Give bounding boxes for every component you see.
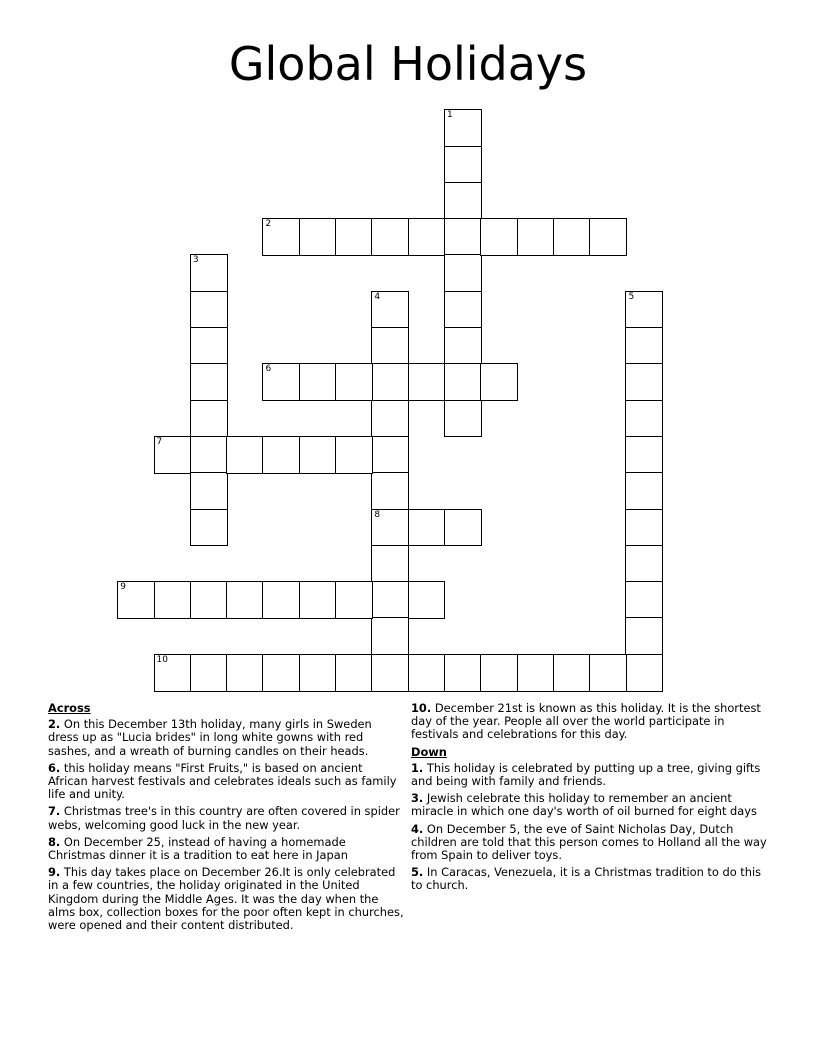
grid-cell[interactable] (444, 327, 482, 365)
across-clue-6: 6. this holiday means "First Fruits," is based on ancient African harvest festivals and celebrates ideals such as family life and unity. (48, 760, 397, 802)
clue-number: 4 (374, 291, 381, 302)
clue-number: 1 (446, 110, 453, 121)
grid-cell[interactable] (226, 436, 264, 474)
across-heading: Across (48, 701, 91, 715)
grid-cell[interactable] (444, 363, 482, 401)
grid-cell[interactable] (371, 509, 409, 547)
grid-cell[interactable] (408, 581, 446, 619)
grid-cell[interactable] (444, 509, 482, 547)
clue-number: 8 (374, 509, 381, 520)
grid-cell[interactable] (589, 654, 627, 692)
grid-cell[interactable] (371, 327, 409, 365)
grid-cell[interactable] (589, 218, 627, 256)
grid-cell[interactable] (625, 545, 663, 583)
grid-cell[interactable] (625, 400, 663, 438)
grid-cell[interactable] (408, 509, 446, 547)
grid-cell[interactable] (625, 581, 663, 619)
clue-number: 3 (192, 255, 199, 266)
grid-cell[interactable] (625, 363, 663, 401)
grid-cell[interactable] (299, 581, 337, 619)
grid-cell[interactable] (444, 400, 482, 438)
grid-cell[interactable] (625, 472, 663, 510)
grid-cell[interactable] (480, 654, 518, 692)
grid-cell[interactable] (335, 363, 373, 401)
grid-cell[interactable] (190, 436, 228, 474)
grid-cell[interactable] (625, 654, 663, 692)
grid-cell[interactable] (262, 581, 300, 619)
grid-cell[interactable] (371, 363, 409, 401)
grid-cell[interactable] (625, 509, 663, 547)
grid-cell[interactable] (262, 654, 300, 692)
grid-cell[interactable] (190, 509, 228, 547)
grid-cell[interactable] (371, 472, 409, 510)
grid-cell[interactable] (190, 400, 228, 438)
grid-cell[interactable] (408, 363, 446, 401)
grid-cell[interactable] (190, 581, 228, 619)
grid-cell[interactable] (335, 581, 373, 619)
clues-column-left (48, 702, 404, 936)
grid-cell[interactable] (444, 218, 482, 256)
grid-cell[interactable] (117, 581, 155, 619)
grid-cell[interactable] (262, 363, 300, 401)
grid-cell[interactable] (371, 545, 409, 583)
grid-cell[interactable] (444, 146, 482, 184)
grid-cell[interactable] (517, 218, 555, 256)
grid-cell[interactable] (335, 654, 373, 692)
grid-cell[interactable] (190, 472, 228, 510)
across-clue-2: 2. On this December 13th holiday, many girls in Sweden dress up as "Lucia brides" in long white gowns with red sashes, and a wreath of burning candles on their heads. (48, 717, 372, 758)
grid-cell[interactable] (444, 291, 482, 329)
clue-number: 10 (156, 654, 168, 665)
grid-cell[interactable] (553, 218, 591, 256)
grid-cell[interactable] (371, 617, 409, 655)
grid-cell[interactable] (408, 654, 446, 692)
grid-cell[interactable] (190, 254, 228, 292)
page-title: Global Holidays (228, 37, 588, 91)
clue-number: 7 (156, 436, 163, 447)
grid-cell[interactable] (371, 291, 409, 329)
grid-cell[interactable] (480, 218, 518, 256)
across-clue-7: 7. Christmas tree's in this country are often covered in spider webs, welcoming good luck in the new year. (48, 804, 400, 832)
grid-cell[interactable] (190, 363, 228, 401)
down-clue-4: 4. On December 5, the eve of Saint Nicholas Day, Dutch children are told that this person comes to Holland all the way from Spain to deliver toys. (411, 821, 767, 863)
grid-cell[interactable] (371, 581, 409, 619)
grid-cell[interactable] (226, 654, 264, 692)
grid-cell[interactable] (625, 617, 663, 655)
grid-cell[interactable] (625, 291, 663, 329)
down-clue-3: 3. Jewish celebrate this holiday to remember an ancient miracle in which one day's worth of oil burned for eight days (411, 791, 757, 819)
grid-cell[interactable] (371, 400, 409, 438)
grid-cell[interactable] (517, 654, 555, 692)
grid-cell[interactable] (262, 218, 300, 256)
grid-cell[interactable] (335, 218, 373, 256)
grid-cell[interactable] (444, 182, 482, 220)
clue-number: 6 (265, 364, 272, 375)
down-heading: Down (411, 744, 447, 759)
grid-cell[interactable] (190, 654, 228, 692)
grid-cell[interactable] (299, 218, 337, 256)
grid-cell[interactable] (190, 291, 228, 329)
grid-cell[interactable] (190, 327, 228, 365)
grid-cell[interactable] (154, 436, 192, 474)
grid-cell[interactable] (371, 654, 409, 692)
grid-cell[interactable] (444, 654, 482, 692)
grid-cell[interactable] (408, 218, 446, 256)
clue-number: 2 (265, 219, 272, 230)
grid-cell[interactable] (299, 363, 337, 401)
grid-cell[interactable] (154, 654, 192, 692)
grid-cell[interactable] (371, 218, 409, 256)
across-clue-9: 9. This day takes place on December 26.It is only celebrated in a few countries, the holiday originated in the United Kingdom during the Middle Ages. It was the day when the alms box, collection boxes for the poor often kept in churches, were opened and their content distributed. (48, 865, 404, 933)
grid-cell[interactable] (625, 327, 663, 365)
grid-cell[interactable] (444, 254, 482, 292)
grid-cell[interactable] (480, 363, 518, 401)
grid-cell[interactable] (444, 109, 482, 147)
grid-cell[interactable] (299, 436, 337, 474)
clue-number: 5 (628, 291, 635, 302)
clue-number: 9 (120, 582, 126, 593)
down-clue-5: 5. In Caracas, Venezuela, it is a Christmas tradition to do this to church. (411, 865, 762, 893)
grid-cell[interactable] (625, 436, 663, 474)
clues-column-right (411, 702, 771, 897)
grid-cell[interactable] (299, 654, 337, 692)
grid-cell[interactable] (154, 581, 192, 619)
across-clue-8: 8. On December 25, instead of having a homemade Christmas dinner it is a tradition to eat here in Japan (48, 834, 348, 863)
grid-cell[interactable] (262, 436, 300, 474)
grid-cell[interactable] (553, 654, 591, 692)
down-clue-1: 1. This holiday is celebrated by putting up a tree, giving gifts and being with family and friends. (411, 760, 761, 789)
across-clue-10: 10. December 21st is known as this holiday. It is the shortest day of the year. People all over the world participate in festivals and celebrations for this day. (411, 701, 761, 742)
grid-cell[interactable] (335, 436, 373, 474)
grid-cell[interactable] (371, 436, 409, 474)
grid-cell[interactable] (226, 581, 264, 619)
